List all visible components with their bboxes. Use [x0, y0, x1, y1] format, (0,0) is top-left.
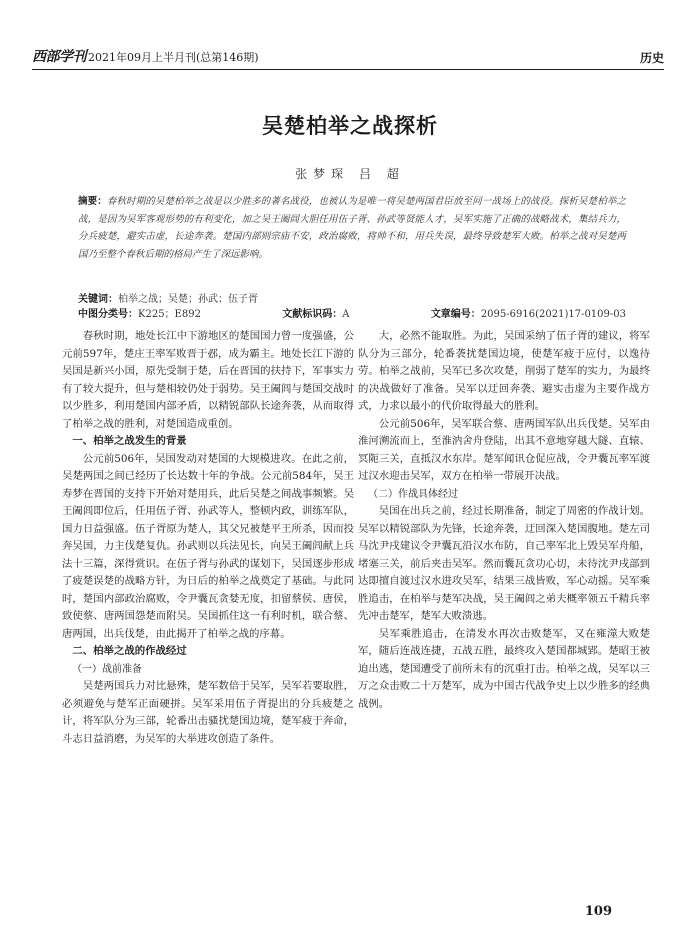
keywords — [78, 293, 626, 307]
section-heading: 二、柏举之战的作战经过 — [72, 645, 187, 657]
clc-number: 中图分类号：K225；E892 — [78, 309, 201, 320]
body-paragraph: 吴国在出兵之前，经过长期准备，制定了周密的作战计划。吴军以精锐部队为先锋，长途奔袭，迂回深入楚国腹地。楚左司马沈尹戌建议令尹囊瓦沿汉水布防，自己率军北上毁吴军舟船，堵塞三关，前后夹击吴军。然而囊瓦贪功心切，未待沈尹戌部到达即擅自渡过汉水进攻吴军，结果三战皆败，军心动摇。吴军乘胜追击，在柏举与楚军决战，吴王阖闾之弟夫概率领五千精兵率先冲击楚军，楚军大败溃逃。 — [358, 505, 650, 622]
section-heading: 一、柏举之战发生的背景 — [72, 435, 187, 447]
body-column-left — [62, 328, 354, 903]
authors: 张梦琛 吕 超 — [295, 167, 405, 181]
body-paragraph: 大，必然不能取胜。为此，吴国采纳了伍子胥的建议，将军队分为三部分，轮番袭扰楚国边境，使楚军疲于应付，以逸待劳。柏举之战前，吴军已多次攻楚，削弱了楚军的实力，为最终的决战做好了准备。吴军以迂回奔袭、避实击虚为主要作战方式，力求以最小的代价取得最大的胜利。 — [358, 330, 650, 412]
subsection-heading: （一）战前准备 — [72, 663, 142, 675]
abstract-label: 摘要： — [78, 196, 107, 207]
body-paragraph: 春秋时期，地处长江中下游地区的楚国国力曾一度强盛，公元前597年，楚庄王率军败晋于邲，成为霸主。地处长江下游的吴国是新兴小国，原先受制于楚，后在晋国的扶持下，军事实力有了较大提升，但与楚相较仍处于弱势。吴王阖闾与楚国交战时以少胜多，利用楚国内部矛盾，以精锐部队长途奔袭，从而取得了柏举之战的胜利，对楚国造成重创。 — [62, 330, 354, 430]
abstract-text: 春秋时期的吴楚柏举之战是以少胜多的著名战役，也被认为是唯一将吴楚两国君臣放至同一战场上的战役。探析吴楚柏举之战，是因为吴军客观形势的有利变化，加之吴王阖闾大胆任用伍子胥、孙武等贤能人才，吴军实施了正确的战略战术，集结兵力，分兵疲楚，避实击虚，长途奔袭。楚国内部则宗庙不安，政治腐败，将帅不和，用兵失误，最终导致楚军大败。柏举之战对吴楚两国乃至整个春秋后期的格局产生了深远影响。 — [78, 196, 626, 260]
running-header — [32, 44, 664, 70]
article-id: 文章编号：2095-6916(2021)17-0109-03 — [430, 309, 626, 320]
body-paragraph: 吴楚两国兵力对比悬殊，楚军数倍于吴军，吴军若要取胜，必须避免与楚军正面硬拼。吴军采用伍子胥提出的分兵疲楚之计，将军队分为三部，轮番出击骚扰楚国边境，楚军疲于奔命，斗志日益消磨，为吴军的大举进攻创造了条件。 — [62, 680, 354, 745]
body-column-right — [358, 328, 650, 903]
body-paragraph: 公元前506年，吴国发动对楚国的大规模进攻。在此之前，吴楚两国之间已经历了长达数十年的争战。公元前584年，吴王寿梦在晋国的支持下开始对楚用兵，此后吴楚之间战事频繁。吴王阖闾即位后，任用伍子胥、孙武等人，整顿内政，训练军队，国力日益强盛。伍子胥原为楚人，其父兄被楚平王所杀，因而投奔吴国，力主伐楚复仇。孙武则以兵法见长，向吴王阖闾献上兵法十三篇，深得赏识。在伍子胥与孙武的谋划下，吴国逐步形成了疲楚误楚的战略方针，为日后的柏举之战奠定了基础。与此同时，楚国内部政治腐败，令尹囊瓦贪婪无度，扣留蔡侯、唐侯，致使蔡、唐两国怨楚而附吴。吴国抓住这一有利时机，联合蔡、唐两国，出兵伐楚，由此揭开了柏举之战的序幕。 — [62, 452, 354, 640]
issue-info: 2021年09月上半月刊(总第146期) — [88, 51, 259, 64]
abstract — [78, 193, 626, 263]
section-name: 历史 — [639, 51, 664, 65]
keywords-text: 柏举之战；吴楚；孙武；伍子胥 — [118, 294, 258, 305]
journal-info — [32, 46, 259, 66]
article-title: 吴楚柏举之战探析 — [262, 114, 438, 138]
classification-line — [78, 308, 626, 322]
subsection-heading: （二）作战具体经过 — [368, 488, 458, 500]
journal-name: 西部学刊 — [32, 49, 86, 65]
document-code: 文献标识码：A — [282, 309, 350, 320]
body-paragraph: 公元前506年，吴军联合蔡、唐两国军队出兵伐楚。吴军由淮河溯流而上，至淮汭舍舟登陆，出其不意地穿越大隧、直辕、冥阨三关，直抵汉水东岸。楚军闻讯仓促应战，令尹囊瓦率军渡过汉水迎击吴军，双方在柏举一带展开决战。 — [358, 417, 650, 482]
page-number: 109 — [584, 904, 612, 919]
keywords-label: 关键词： — [78, 294, 118, 305]
body-paragraph: 吴军乘胜追击，在清发水再次击败楚军，又在雍澨大败楚军，随后连战连捷，五战五胜，最终攻入楚国都城郢。楚昭王被迫出逃，楚国遭受了前所未有的沉重打击。柏举之战，吴军以三万之众击败二十万楚军，成为中国古代战争史上以少胜多的经典战例。 — [358, 627, 650, 710]
